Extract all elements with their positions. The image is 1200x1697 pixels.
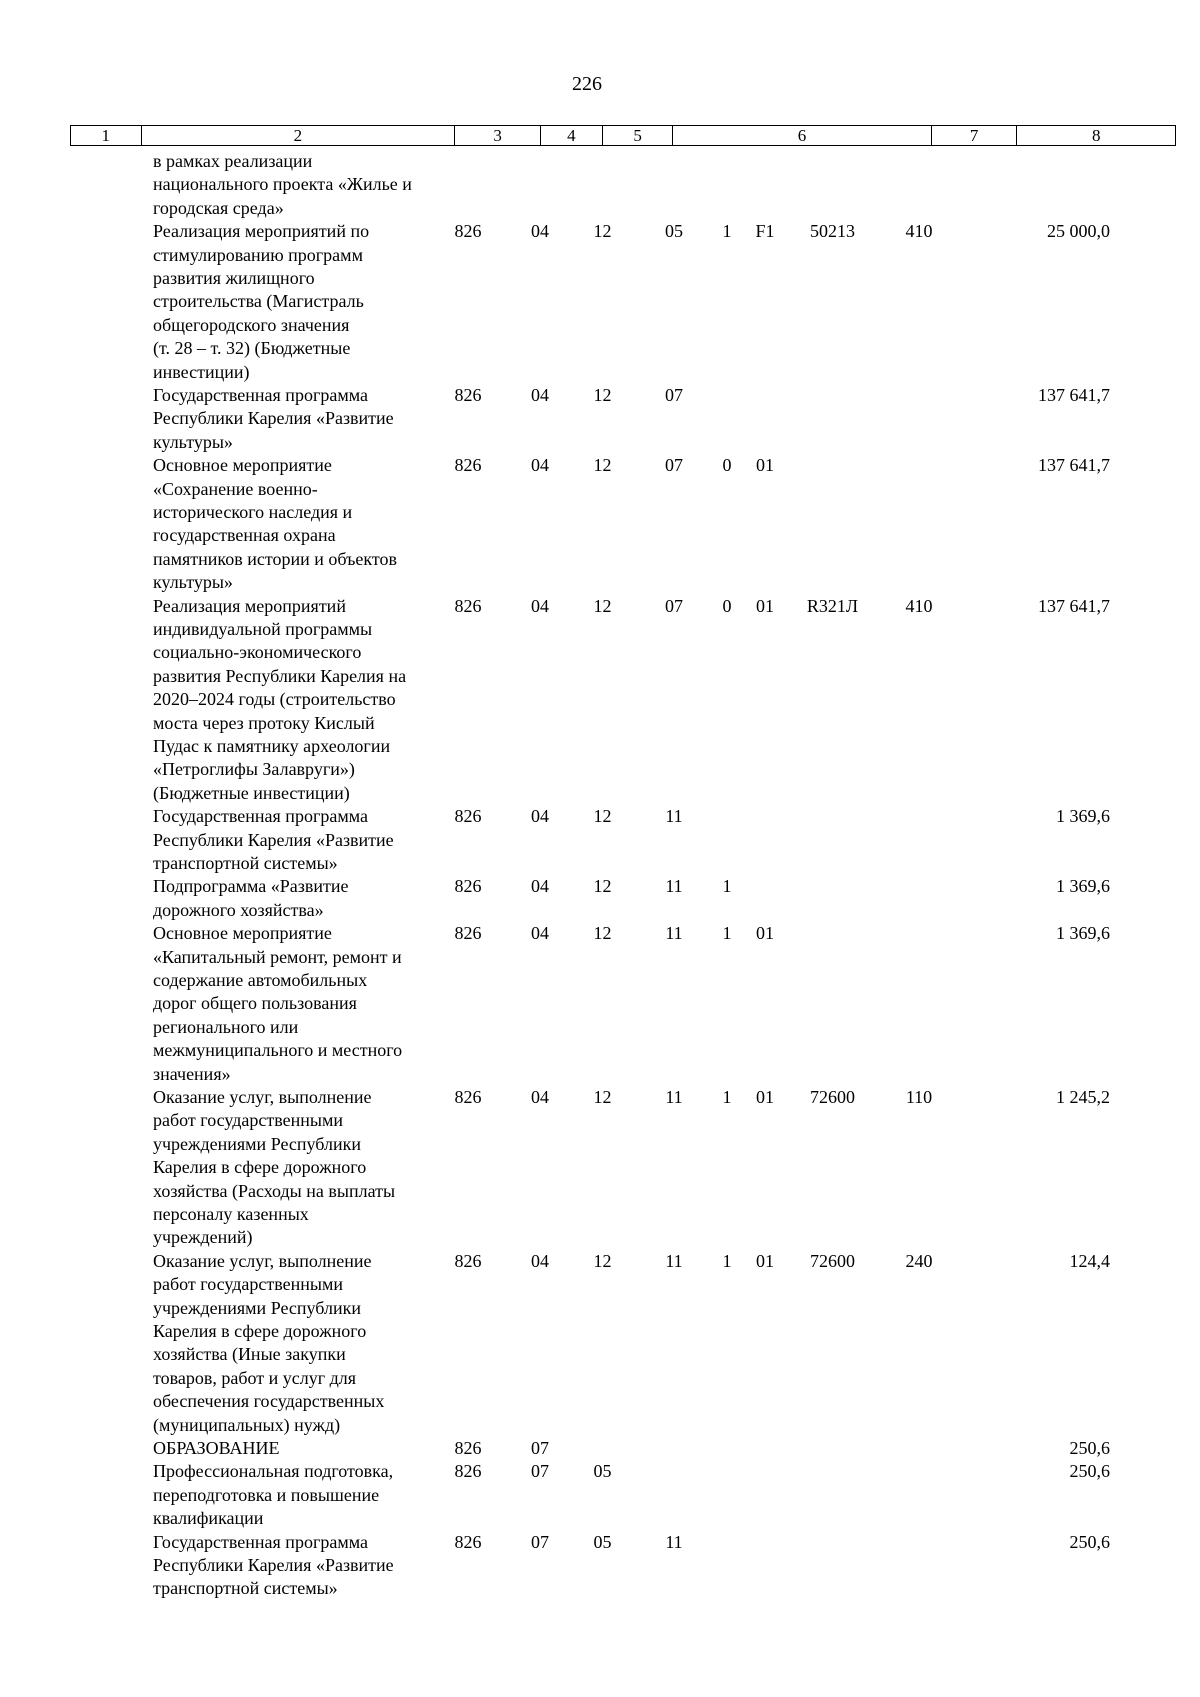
cell-c6c: 01 — [756, 923, 774, 944]
cell-c7: 240 — [905, 1250, 933, 1271]
cell-c8: 1 369,6 — [1056, 876, 1110, 897]
row-name: Основное мероприятие «Сохранение военно- исторического наследия и государственная охрана памятников истории и объектов культуры» — [153, 455, 398, 593]
cell-c8: 1 369,6 — [1056, 806, 1110, 827]
cell-c6b: 1 — [722, 923, 732, 944]
cell-c6a: 11 — [665, 1531, 683, 1552]
cell-c4: 04 — [531, 1086, 549, 1107]
row-name: Подпрограмма «Развитие дорожного хозяйства» — [153, 876, 349, 920]
cell-c7: 110 — [905, 1086, 933, 1107]
cell-c4: 04 — [531, 923, 549, 944]
cell-c8: 137 641,7 — [1038, 384, 1110, 405]
cell-c3: 826 — [454, 221, 482, 242]
cell-c8: 137 641,7 — [1038, 595, 1110, 616]
row-name: Оказание услуг, выполнение работ государственными учреждениями Республики Карелия в сфере дорожного хозяйства (Иные закупки товаров, работ и услуг для обеспечения государственных (муниципальных) нужд) — [153, 1250, 385, 1435]
header-col-4: 4 — [540, 126, 602, 146]
cell-c5: 12 — [593, 1250, 612, 1271]
cell-c3: 826 — [454, 384, 482, 405]
page-number: 226 — [572, 73, 602, 95]
cell-c3: 826 — [454, 1531, 482, 1552]
cell-c4: 07 — [531, 1461, 549, 1482]
row-name: Государственная программа Республики Карелия «Развитие культуры» — [153, 384, 394, 452]
cell-c7: 410 — [905, 221, 933, 242]
cell-c3: 826 — [454, 1086, 482, 1107]
cell-c5: 05 — [593, 1531, 612, 1552]
cell-c5: 12 — [593, 455, 612, 476]
row-name: Государственная программа Республики Карелия «Развитие транспортной системы» — [153, 806, 394, 873]
cell-c6a: 05 — [665, 221, 683, 242]
cell-c3: 826 — [454, 1437, 482, 1458]
cell-c5: 12 — [593, 876, 612, 897]
table-row — [70, 922, 1176, 1086]
cell-c3: 826 — [454, 806, 482, 827]
row-name: Реализация мероприятий индивидуальной программы социально-экономического развития Республики Карелия на 2020–2024 годы (строительство моста через протоку Кислый Пудас к памятнику археологии «Петроглифы Залавруги») (Бюджетные инвестиции) — [153, 595, 407, 803]
cell-c6a: 11 — [665, 923, 683, 944]
cell-c4: 07 — [531, 1437, 549, 1458]
table-row — [70, 595, 1176, 806]
cell-c8: 124,4 — [1069, 1250, 1110, 1271]
cell-c7: 410 — [905, 595, 933, 616]
cell-c4: 07 — [531, 1531, 549, 1552]
cell-c4: 04 — [531, 806, 549, 827]
cell-c6a: 07 — [665, 595, 683, 616]
cell-c6b: 1 — [722, 1086, 732, 1107]
cell-c4: 04 — [531, 1250, 549, 1271]
cell-c5: 12 — [593, 806, 612, 827]
cell-c8: 1 369,6 — [1056, 923, 1110, 944]
cell-c6a: 07 — [665, 455, 683, 476]
table-body — [70, 150, 1176, 1601]
cell-c6a: 11 — [665, 876, 683, 897]
row-name: Реализация мероприятий по стимулированию программ развития жилищного строительства (Магистраль общегородского значения (т. 28 – т. 32) (Бюджетные инвестиции) — [153, 221, 370, 382]
cell-c6d: R321Л — [806, 595, 859, 616]
table-row — [70, 1531, 1176, 1601]
cell-c5: 12 — [593, 923, 612, 944]
cell-c3: 826 — [454, 455, 482, 476]
table-row — [70, 1250, 1176, 1437]
row-name: Государственная программа Республики Карелия «Развитие транспортной системы» — [153, 1531, 394, 1599]
row-name: Оказание услуг, выполнение работ государственными учреждениями Республики Карелия в сфере дорожного хозяйства (Расходы на выплаты персоналу казенных учреждений) — [153, 1086, 396, 1248]
cell-c8: 137 641,7 — [1038, 455, 1110, 476]
cell-c3: 826 — [454, 1250, 482, 1271]
cell-c8: 1 245,2 — [1056, 1086, 1110, 1107]
cell-c4: 04 — [531, 455, 549, 476]
row-name: Основное мероприятие «Капитальный ремонт, ремонт и содержание автомобильных дорог общего пользования регионального или межмуниципального и местного значения» — [153, 923, 403, 1084]
row-name: Профессиональная подготовка, переподготовка и повышение квалификации — [153, 1461, 394, 1529]
cell-c6d: 72600 — [810, 1250, 855, 1271]
cell-c8: 25 000,0 — [1047, 221, 1110, 242]
header-col-5: 5 — [602, 126, 673, 146]
cell-c6d: 50213 — [810, 221, 855, 242]
cell-c6c: 01 — [756, 595, 774, 616]
cell-c6b: 1 — [722, 221, 732, 242]
table-row — [70, 805, 1176, 875]
cell-c6c: 01 — [756, 455, 774, 476]
table-row — [70, 1460, 1176, 1530]
cell-c8: 250,6 — [1069, 1461, 1110, 1482]
header-col-7: 7 — [931, 126, 1017, 146]
table-row — [70, 150, 1176, 220]
table-row — [70, 384, 1176, 454]
header-col-8: 8 — [1017, 126, 1176, 146]
cell-c6b: 1 — [722, 1250, 732, 1271]
cell-c4: 04 — [531, 221, 549, 242]
cell-c4: 04 — [531, 876, 549, 897]
table-header — [70, 125, 1176, 146]
cell-c6c: 01 — [756, 1086, 774, 1107]
cell-c6c: 01 — [756, 1250, 774, 1271]
header-col-1: 1 — [71, 126, 142, 146]
cell-c6a: 11 — [665, 1086, 683, 1107]
header-col-2: 2 — [141, 126, 455, 146]
cell-c4: 04 — [531, 384, 549, 405]
header-col-6: 6 — [673, 126, 931, 146]
cell-c6d: 72600 — [810, 1086, 855, 1107]
cell-c8: 250,6 — [1069, 1531, 1110, 1552]
cell-c3: 826 — [454, 1461, 482, 1482]
cell-c5: 12 — [593, 384, 612, 405]
cell-c5: 12 — [593, 1086, 612, 1107]
cell-c5: 12 — [593, 221, 612, 242]
cell-c3: 826 — [454, 595, 482, 616]
cell-c6c: F1 — [755, 221, 775, 242]
cell-c6b: 0 — [722, 595, 732, 616]
row-name: ОБРАЗОВАНИЕ — [153, 1437, 280, 1458]
table-row — [70, 1437, 1176, 1460]
table-row — [70, 875, 1176, 922]
table-row — [70, 1086, 1176, 1250]
table-row — [70, 220, 1176, 384]
cell-c6a: 11 — [665, 806, 683, 827]
cell-c5: 12 — [593, 595, 612, 616]
cell-c4: 04 — [531, 595, 549, 616]
cell-c6b: 0 — [722, 455, 732, 476]
cell-c8: 250,6 — [1069, 1437, 1110, 1458]
cell-c5: 05 — [593, 1461, 612, 1482]
cell-c6b: 1 — [722, 876, 732, 897]
row-name: в рамках реализации национального проекта «Жилье и городская среда» — [153, 151, 412, 218]
cell-c6a: 07 — [665, 384, 683, 405]
cell-c3: 826 — [454, 923, 482, 944]
table-row — [70, 454, 1176, 594]
cell-c3: 826 — [454, 876, 482, 897]
header-col-3: 3 — [455, 126, 541, 146]
cell-c6a: 11 — [665, 1250, 683, 1271]
